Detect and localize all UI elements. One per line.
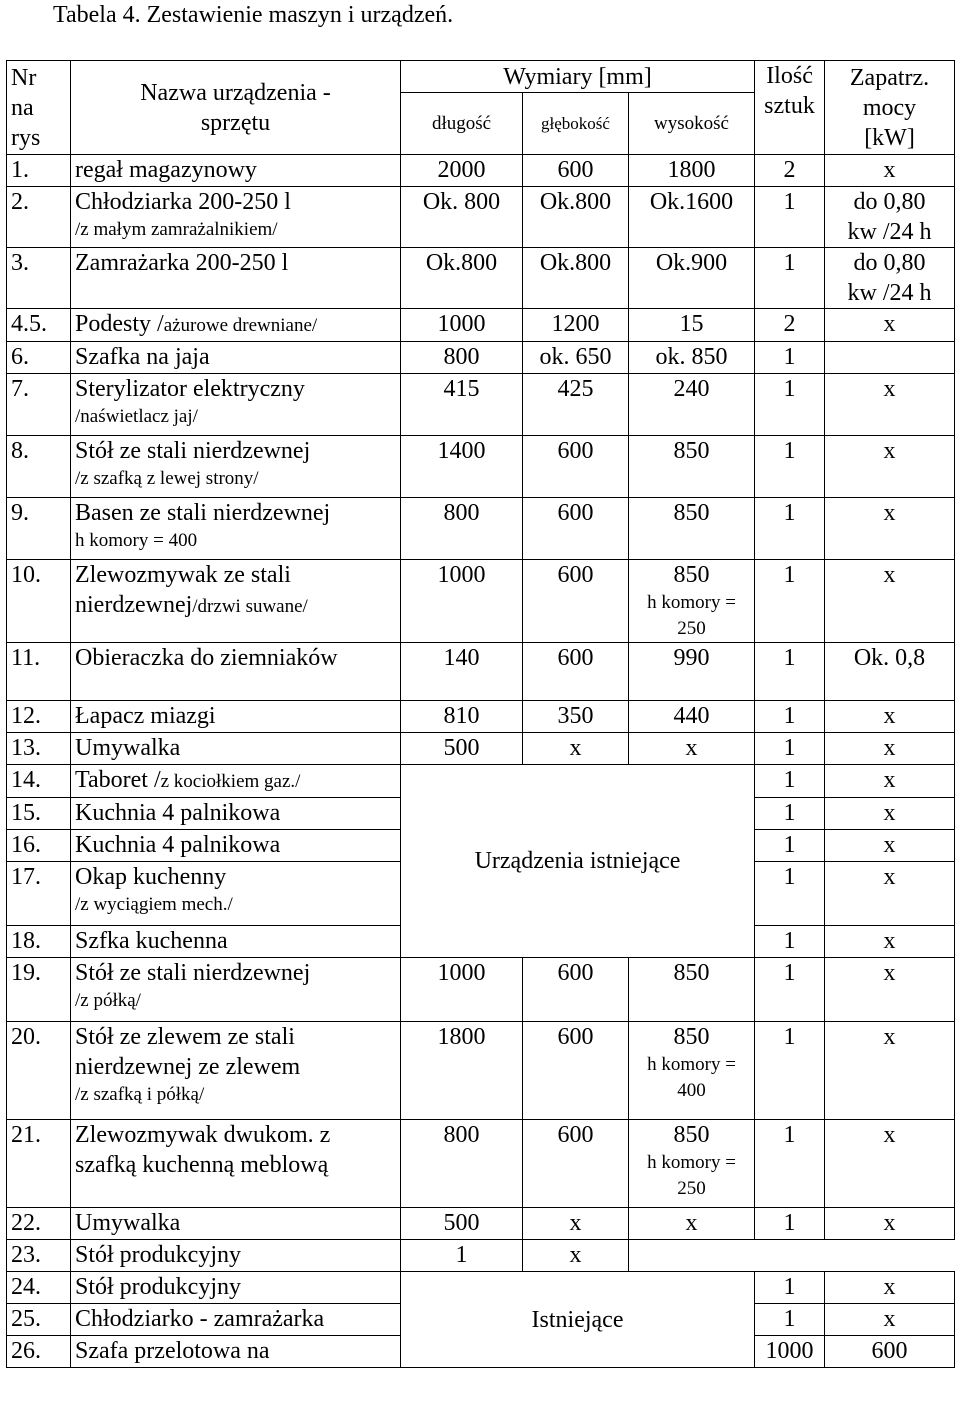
row-name bbox=[71, 155, 401, 187]
row-quantity: 1 bbox=[755, 643, 825, 701]
table-row bbox=[7, 1208, 955, 1240]
row-name bbox=[71, 765, 401, 798]
row-nr: 15. bbox=[7, 798, 71, 830]
row-depth: 600 bbox=[523, 155, 629, 187]
header-quantity: Ilość sztuk bbox=[755, 61, 825, 155]
row-quantity: 1 bbox=[755, 1022, 825, 1120]
row-nr: 23. bbox=[7, 1240, 71, 1272]
row-nr: 3. bbox=[7, 248, 71, 309]
row-power: x bbox=[825, 309, 955, 342]
row-height bbox=[629, 1022, 755, 1120]
row-nr: 24. bbox=[7, 1272, 71, 1304]
row-height bbox=[629, 498, 755, 560]
row-name-text: Obieraczka do ziemniaków bbox=[75, 645, 338, 671]
row-depth: 600 bbox=[523, 1022, 629, 1120]
merged-existing: Istniejące bbox=[401, 1272, 755, 1368]
header-depth: głębokość bbox=[523, 93, 629, 155]
table-row bbox=[7, 342, 955, 374]
table-row bbox=[7, 765, 955, 798]
row-height bbox=[629, 733, 755, 765]
row-quantity: 1 bbox=[755, 187, 825, 248]
row-name bbox=[71, 926, 401, 958]
row-power: x bbox=[825, 926, 955, 958]
table-row bbox=[7, 374, 955, 436]
row-name-text: Zlewozmywak ze stali nierdzewnej bbox=[75, 562, 291, 618]
row-height-sub: h komory = 250 bbox=[647, 592, 736, 639]
row-name-text: Stół produkcyjny bbox=[75, 1274, 241, 1300]
row-nr: 7. bbox=[7, 374, 71, 436]
row-name-text: Łapacz miazgi bbox=[75, 703, 216, 729]
table-row bbox=[7, 187, 955, 248]
row-quantity: 1 bbox=[755, 1272, 825, 1304]
row-height bbox=[629, 248, 755, 309]
row-depth: 600 bbox=[825, 1336, 955, 1368]
row-quantity: 2 bbox=[755, 309, 825, 342]
row-height bbox=[629, 309, 755, 342]
row-depth: 600 bbox=[523, 498, 629, 560]
row-name-text: Okap kuchenny bbox=[75, 864, 227, 890]
row-name bbox=[71, 560, 401, 643]
row-nr: 18. bbox=[7, 926, 71, 958]
row-power: x bbox=[825, 155, 955, 187]
row-length: 800 bbox=[401, 1120, 523, 1208]
row-power: x bbox=[825, 830, 955, 862]
row-name bbox=[71, 733, 401, 765]
table-title: Tabela 4. Zestawienie maszyn i urządzeń. bbox=[53, 2, 454, 28]
row-depth: 1200 bbox=[523, 309, 629, 342]
row-name bbox=[71, 374, 401, 436]
row-length: 1800 bbox=[401, 1022, 523, 1120]
row-height bbox=[629, 1120, 755, 1208]
row-quantity: 1 bbox=[755, 1208, 825, 1240]
row-power: Ok. 0,8 bbox=[825, 643, 955, 701]
row-power: x bbox=[825, 701, 955, 733]
row-quantity: 1 bbox=[755, 342, 825, 374]
row-name-text: Podesty / bbox=[75, 311, 164, 337]
row-name bbox=[71, 309, 401, 342]
row-quantity: 1 bbox=[755, 830, 825, 862]
row-name bbox=[71, 643, 401, 701]
row-height-value: 15 bbox=[679, 311, 704, 337]
row-name bbox=[71, 1304, 401, 1336]
row-name-text: Kuchnia 4 palnikowa bbox=[75, 832, 281, 858]
row-power: x bbox=[825, 436, 955, 498]
row-length: 140 bbox=[401, 643, 523, 701]
row-height-value: 1800 bbox=[667, 157, 716, 183]
row-nr: 17. bbox=[7, 862, 71, 926]
row-power: do 0,80 kw /24 h bbox=[825, 187, 955, 248]
row-quantity: 1 bbox=[755, 374, 825, 436]
row-nr: 21. bbox=[7, 1120, 71, 1208]
header-name: Nazwa urządzenia - sprzętu bbox=[71, 61, 401, 155]
header-nr: Nr na rys bbox=[7, 61, 71, 155]
row-height-value: x bbox=[685, 1210, 698, 1236]
row-name-text: Stół ze stali nierdzewnej bbox=[75, 960, 311, 986]
row-length: 1000 bbox=[401, 309, 523, 342]
row-depth: 600 bbox=[523, 643, 629, 701]
row-quantity: 1 bbox=[755, 560, 825, 643]
row-name-text: Stół produkcyjny bbox=[75, 1242, 241, 1268]
row-name-text: regał magazynowy bbox=[75, 157, 257, 183]
row-height bbox=[629, 701, 755, 733]
row-height bbox=[629, 643, 755, 701]
row-power: x bbox=[825, 798, 955, 830]
row-nr: 16. bbox=[7, 830, 71, 862]
row-nr: 10. bbox=[7, 560, 71, 643]
row-name-text: Szafka na jaja bbox=[75, 344, 210, 370]
row-length: 2000 bbox=[401, 155, 523, 187]
row-name bbox=[71, 1240, 401, 1272]
row-length: 500 bbox=[401, 733, 523, 765]
row-length: 1000 bbox=[755, 1336, 825, 1368]
row-power: x bbox=[523, 1240, 629, 1272]
row-power: x bbox=[825, 1208, 955, 1240]
row-quantity: 1 bbox=[755, 798, 825, 830]
row-depth: x bbox=[523, 733, 629, 765]
row-nr: 9. bbox=[7, 498, 71, 560]
row-nr: 22. bbox=[7, 1208, 71, 1240]
row-length: 800 bbox=[401, 342, 523, 374]
table-row bbox=[7, 1022, 955, 1120]
row-name-text: Kuchnia 4 palnikowa bbox=[75, 800, 281, 826]
row-quantity: 1 bbox=[755, 701, 825, 733]
row-height-value: 440 bbox=[673, 703, 710, 729]
header-height: wysokość bbox=[629, 93, 755, 155]
row-power: x bbox=[825, 1022, 955, 1120]
row-power: x bbox=[825, 1304, 955, 1336]
row-depth: 600 bbox=[523, 958, 629, 1022]
row-name bbox=[71, 958, 401, 1022]
row-name-sub: /naświetlacz jaj/ bbox=[75, 406, 198, 427]
row-nr: 25. bbox=[7, 1304, 71, 1336]
row-power: x bbox=[825, 374, 955, 436]
row-depth: x bbox=[523, 1208, 629, 1240]
row-power: x bbox=[825, 765, 955, 798]
equipment-table bbox=[6, 60, 955, 1368]
table-row bbox=[7, 1120, 955, 1208]
row-name-text: Szafa przelotowa na bbox=[75, 1338, 270, 1364]
row-name bbox=[71, 1208, 401, 1240]
header-power: Zapatrz. mocy [kW] bbox=[825, 61, 955, 155]
row-name bbox=[71, 1336, 401, 1368]
row-height-value: 850 bbox=[673, 500, 710, 526]
row-power: x bbox=[825, 560, 955, 643]
row-height bbox=[629, 1208, 755, 1240]
row-name-text: Szfka kuchenna bbox=[75, 928, 228, 954]
row-quantity: 1 bbox=[755, 1120, 825, 1208]
row-length: 500 bbox=[401, 1208, 523, 1240]
row-height bbox=[629, 560, 755, 643]
row-name bbox=[71, 701, 401, 733]
row-name-sub: /z szafką z lewej strony/ bbox=[75, 468, 259, 489]
row-length: 1000 bbox=[401, 560, 523, 643]
row-length: 415 bbox=[401, 374, 523, 436]
row-power: x bbox=[825, 498, 955, 560]
row-name bbox=[71, 342, 401, 374]
row-nr: 13. bbox=[7, 733, 71, 765]
row-depth: 600 bbox=[523, 1120, 629, 1208]
table-row bbox=[7, 1272, 955, 1304]
row-name-text: Taboret / bbox=[75, 767, 161, 793]
row-name-text: Stół ze zlewem ze stali nierdzewnej ze zlewem bbox=[75, 1024, 301, 1080]
row-name bbox=[71, 798, 401, 830]
row-name-sub: /z wyciągiem mech./ bbox=[75, 894, 233, 915]
row-length: Ok.800 bbox=[401, 248, 523, 309]
row-height-value: x bbox=[685, 735, 698, 761]
row-quantity: 2 bbox=[755, 155, 825, 187]
header-dimensions: Wymiary [mm] bbox=[401, 61, 755, 93]
table-row bbox=[7, 248, 955, 309]
row-depth: Ok.800 bbox=[523, 187, 629, 248]
row-quantity: 1 bbox=[755, 765, 825, 798]
table-row bbox=[7, 733, 955, 765]
row-name-text: Stół ze stali nierdzewnej bbox=[75, 438, 311, 464]
row-height-sub: h komory = 250 bbox=[647, 1152, 736, 1199]
row-height-value: 240 bbox=[673, 376, 710, 402]
row-height-value: 990 bbox=[673, 645, 710, 671]
merged-existing-devices: Urządzenia istniejące bbox=[401, 765, 755, 958]
row-power: x bbox=[825, 862, 955, 926]
row-name bbox=[71, 498, 401, 560]
row-name-sub: h komory = 400 bbox=[75, 530, 198, 551]
row-nr: 20. bbox=[7, 1022, 71, 1120]
row-depth: 350 bbox=[523, 701, 629, 733]
row-depth: Ok.800 bbox=[523, 248, 629, 309]
row-name-text: Chłodziarka 200-250 l bbox=[75, 189, 291, 215]
row-height bbox=[629, 342, 755, 374]
row-height bbox=[629, 155, 755, 187]
row-length: 1400 bbox=[401, 436, 523, 498]
table-row bbox=[7, 498, 955, 560]
row-nr: 26. bbox=[7, 1336, 71, 1368]
row-name-text: Umywalka bbox=[75, 1210, 181, 1236]
row-nr: 11. bbox=[7, 643, 71, 701]
header-length: długość bbox=[401, 93, 523, 155]
table-row bbox=[7, 643, 955, 701]
row-name bbox=[71, 1120, 401, 1208]
row-quantity: 1 bbox=[755, 862, 825, 926]
row-depth: ok. 650 bbox=[523, 342, 629, 374]
row-name bbox=[71, 436, 401, 498]
row-name-note: z kociołkiem gaz./ bbox=[160, 771, 301, 792]
table-row bbox=[7, 436, 955, 498]
row-nr: 19. bbox=[7, 958, 71, 1022]
row-height-value: Ok.1600 bbox=[649, 189, 734, 215]
row-nr: 1. bbox=[7, 155, 71, 187]
row-name bbox=[71, 1272, 401, 1304]
row-power: x bbox=[825, 1120, 955, 1208]
row-nr: 6. bbox=[7, 342, 71, 374]
row-depth: 600 bbox=[523, 436, 629, 498]
row-name bbox=[71, 862, 401, 926]
row-height-value: Ok.900 bbox=[655, 250, 728, 276]
row-quantity: 1 bbox=[755, 733, 825, 765]
row-quantity: 1 bbox=[755, 498, 825, 560]
row-name-sub: /z małym zamrażalnikiem/ bbox=[75, 219, 278, 240]
row-quantity: 1 bbox=[755, 436, 825, 498]
row-name-note: ażurowe drewniane/ bbox=[163, 315, 318, 336]
row-name-text: Zamrażarka 200-250 l bbox=[75, 250, 289, 276]
row-name-text: Sterylizator elektryczny bbox=[75, 376, 305, 402]
row-quantity: 1 bbox=[755, 926, 825, 958]
table-row bbox=[7, 1240, 955, 1272]
row-height-value: 850 bbox=[673, 1122, 710, 1148]
row-height-value: ok. 850 bbox=[655, 344, 728, 370]
row-height bbox=[629, 374, 755, 436]
row-name-text: Zlewozmywak dwukom. z szafką kuchenną meblową bbox=[75, 1122, 331, 1178]
row-name-note: /drzwi suwane/ bbox=[192, 596, 308, 617]
row-nr: 14. bbox=[7, 765, 71, 798]
table-row bbox=[7, 155, 955, 187]
row-quantity: 1 bbox=[755, 248, 825, 309]
table-row bbox=[7, 958, 955, 1022]
row-nr: 8. bbox=[7, 436, 71, 498]
row-length: 1000 bbox=[401, 958, 523, 1022]
row-height-value: 850 bbox=[673, 438, 710, 464]
row-name-sub: /z szafką i półką/ bbox=[75, 1084, 205, 1105]
row-name-text: Umywalka bbox=[75, 735, 181, 761]
row-name bbox=[71, 187, 401, 248]
row-length: 800 bbox=[401, 498, 523, 560]
row-power: x bbox=[825, 1272, 955, 1304]
row-height-value: 850 bbox=[673, 562, 710, 588]
table-row bbox=[7, 309, 955, 342]
row-name-sub: /z półką/ bbox=[75, 990, 141, 1011]
row-quantity: 1 bbox=[755, 958, 825, 1022]
row-nr: 2. bbox=[7, 187, 71, 248]
row-power: do 0,80 kw /24 h bbox=[825, 248, 955, 309]
row-quantity: 1 bbox=[401, 1240, 523, 1272]
row-height-value: 850 bbox=[673, 960, 710, 986]
row-height-sub: h komory = 400 bbox=[647, 1054, 736, 1101]
row-depth: 425 bbox=[523, 374, 629, 436]
row-nr: 12. bbox=[7, 701, 71, 733]
row-name-text: Chłodziarko - zamrażarka bbox=[75, 1306, 325, 1332]
row-name bbox=[71, 830, 401, 862]
row-height bbox=[629, 958, 755, 1022]
row-nr: 4.5. bbox=[7, 309, 71, 342]
row-power: x bbox=[825, 958, 955, 1022]
row-name bbox=[71, 1022, 401, 1120]
row-height bbox=[629, 436, 755, 498]
row-name-text: Basen ze stali nierdzewnej bbox=[75, 500, 331, 526]
table-row bbox=[7, 560, 955, 643]
row-length: 810 bbox=[401, 701, 523, 733]
table-row bbox=[7, 701, 955, 733]
row-power bbox=[825, 342, 955, 374]
row-length: Ok. 800 bbox=[401, 187, 523, 248]
row-quantity: 1 bbox=[755, 1304, 825, 1336]
row-depth: 600 bbox=[523, 560, 629, 643]
row-height-value: 850 bbox=[673, 1024, 710, 1050]
row-name bbox=[71, 248, 401, 309]
row-height bbox=[629, 187, 755, 248]
row-power: x bbox=[825, 733, 955, 765]
